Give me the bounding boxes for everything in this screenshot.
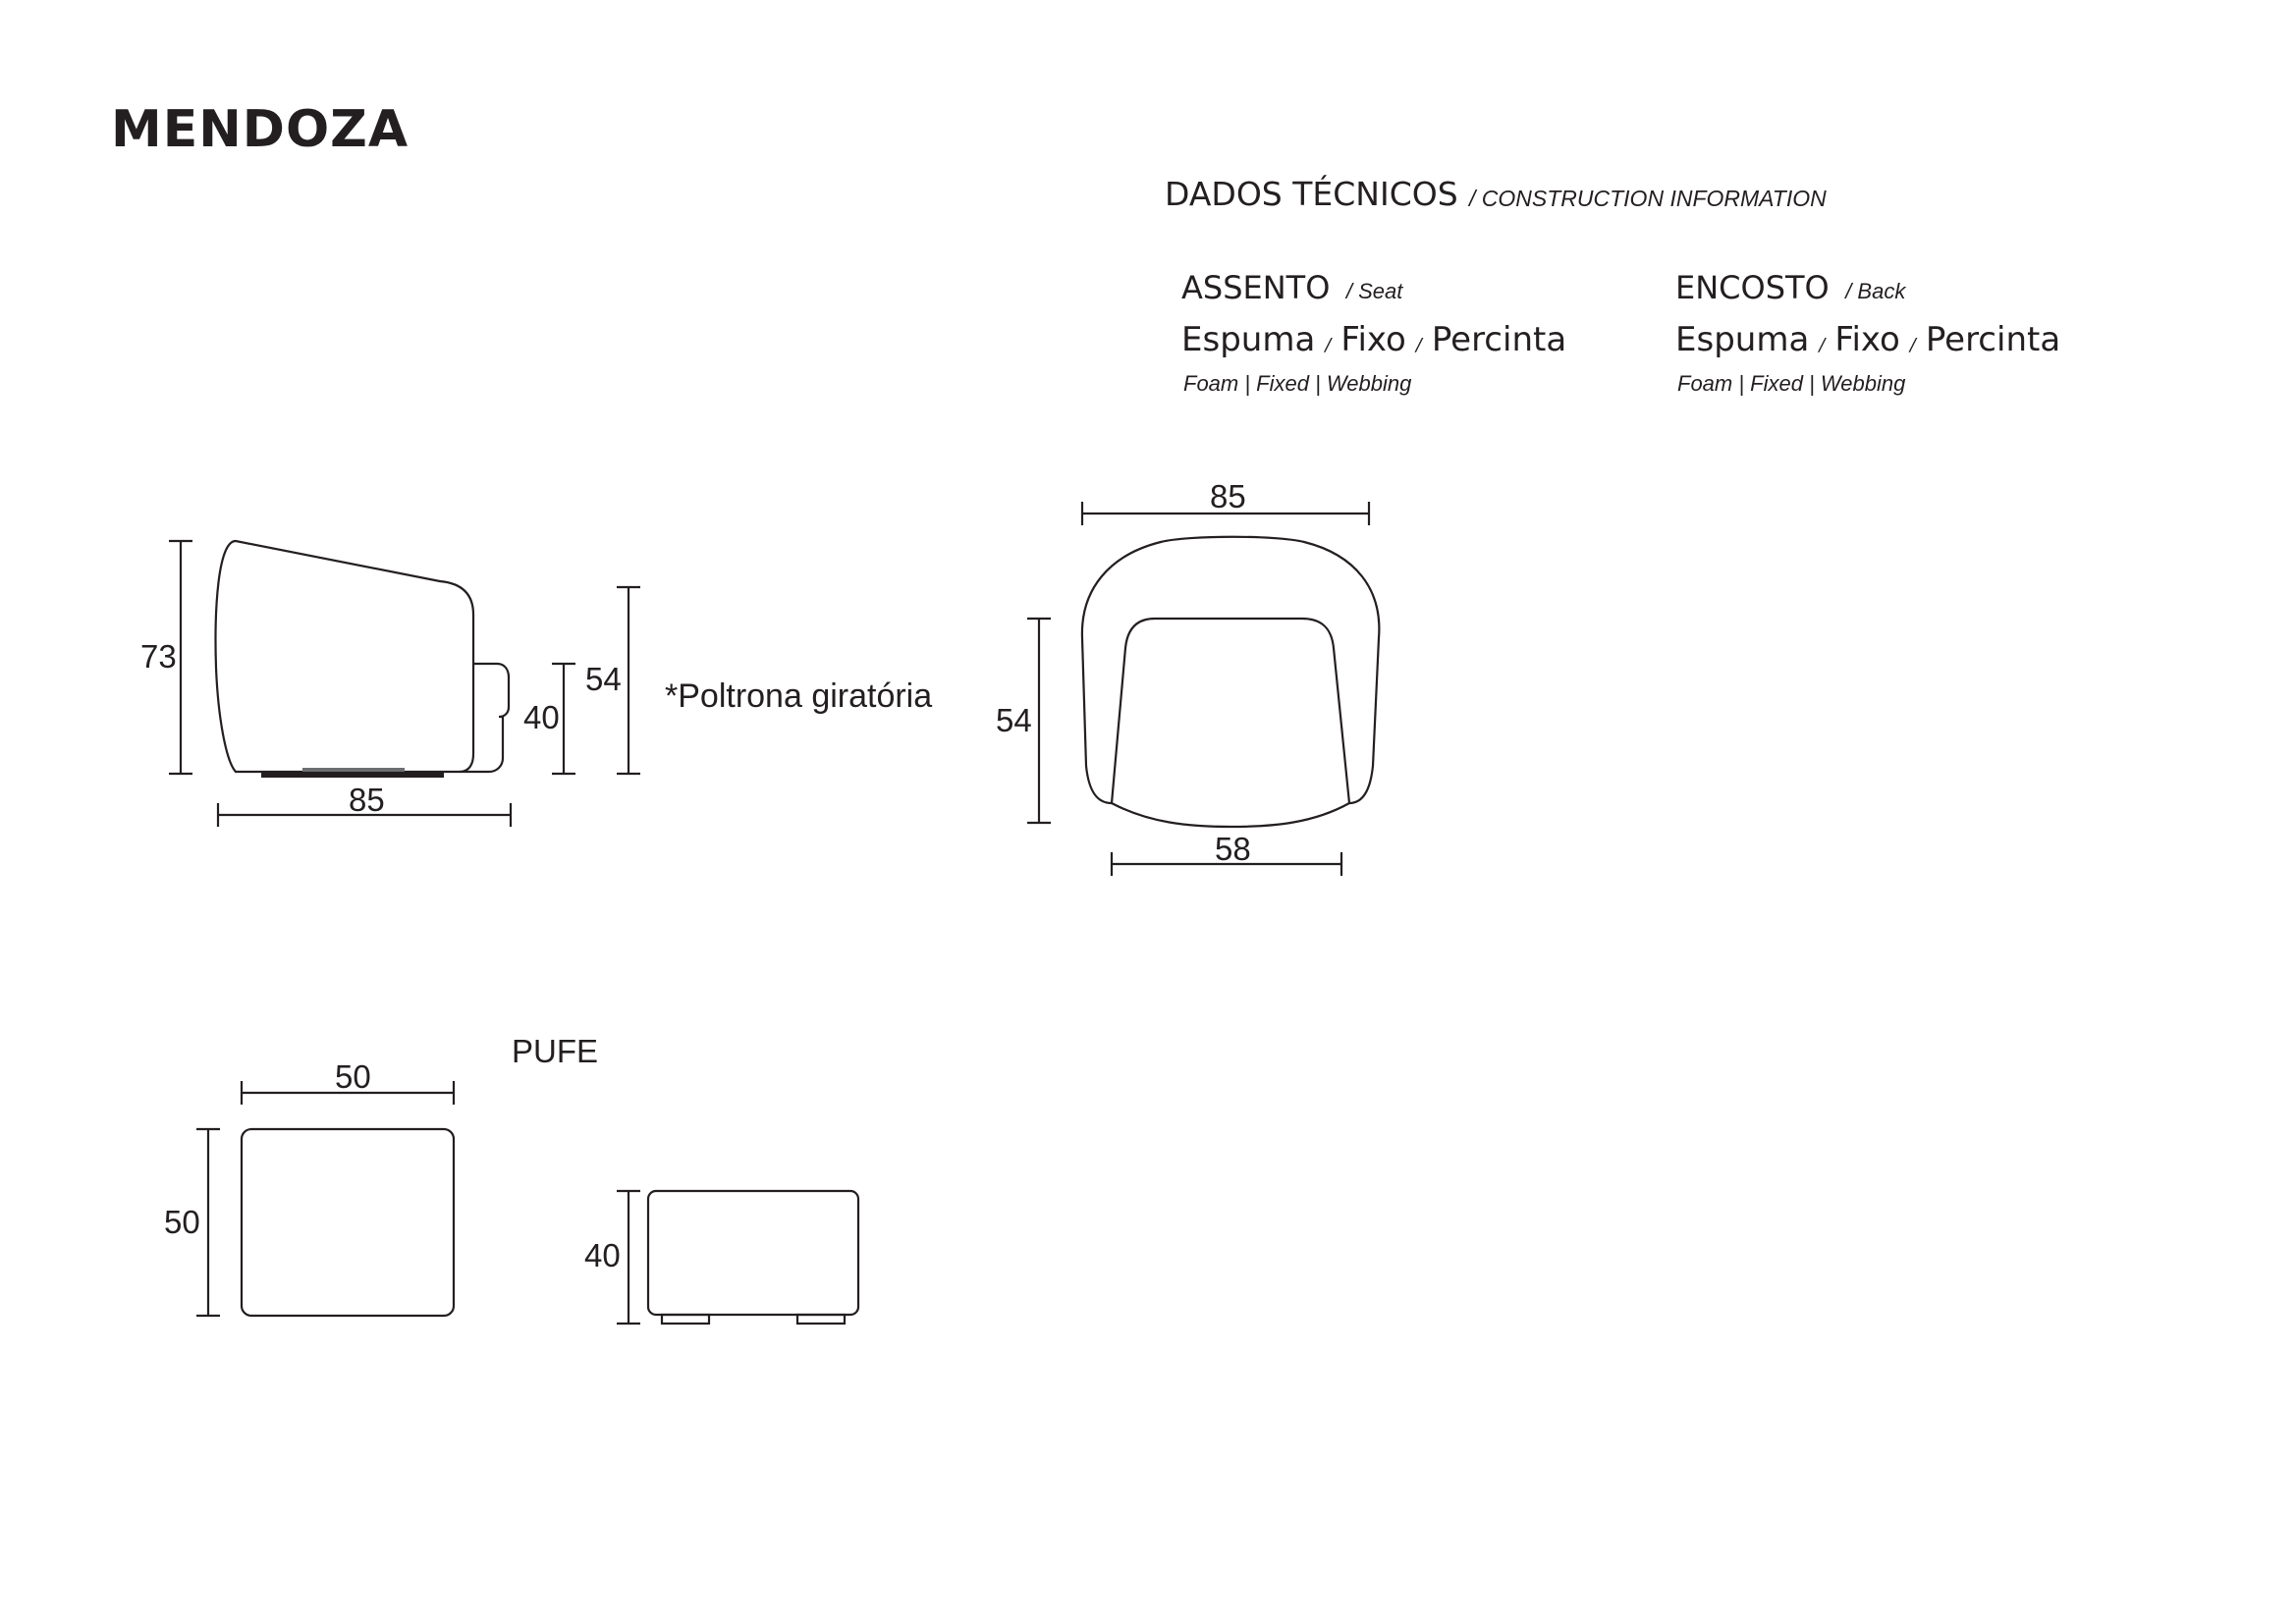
back-items-en: Foam | Fixed | Webbing bbox=[1677, 371, 1906, 396]
seat-separator: / bbox=[1325, 335, 1332, 355]
product-title: MENDOZA bbox=[111, 100, 410, 159]
label-top-width: 85 bbox=[1210, 478, 1246, 514]
label-side-depth: 85 bbox=[349, 782, 385, 818]
swivel-base-plate bbox=[302, 768, 405, 772]
back-item-foam: Espuma bbox=[1675, 320, 1810, 359]
back-item-fixed: Fixo bbox=[1834, 320, 1900, 359]
label-top-inner-width: 58 bbox=[1215, 831, 1251, 867]
pouf-side-view bbox=[648, 1191, 858, 1324]
tech-title: DADOS TÉCNICOS bbox=[1165, 175, 1458, 213]
swivel-note: *Poltrona giratória bbox=[665, 677, 933, 715]
pouf-top-view bbox=[242, 1129, 454, 1316]
pouf-label: PUFE bbox=[512, 1033, 599, 1069]
armchair-side-arm bbox=[460, 664, 509, 772]
armchair-top-seat bbox=[1112, 619, 1349, 827]
label-pouf-width: 50 bbox=[335, 1058, 371, 1095]
pouf-foot-right bbox=[797, 1315, 845, 1324]
pouf-side-body bbox=[648, 1191, 858, 1315]
armchair-side-view bbox=[216, 541, 509, 778]
back-separator: / bbox=[1909, 335, 1916, 355]
seat-items-en: Foam | Fixed | Webbing bbox=[1183, 371, 1412, 396]
label-side-height: 73 bbox=[140, 638, 177, 675]
seat-item-webbing: Percinta bbox=[1431, 320, 1567, 359]
label-arm-height: 54 bbox=[585, 661, 622, 697]
armchair-top-view bbox=[1082, 537, 1379, 827]
back-separator: / bbox=[1819, 335, 1826, 355]
seat-subtitle: / Seat bbox=[1345, 279, 1403, 303]
swivel-base bbox=[261, 772, 444, 778]
seat-item-fixed: Fixo bbox=[1340, 320, 1406, 359]
label-pouf-height: 40 bbox=[584, 1237, 621, 1273]
label-top-depth: 54 bbox=[996, 702, 1032, 738]
back-title: ENCOSTO bbox=[1675, 269, 1830, 306]
seat-item-foam: Espuma bbox=[1181, 320, 1316, 359]
seat-title: ASSENTO bbox=[1181, 269, 1331, 306]
armchair-top-outline bbox=[1082, 537, 1379, 803]
back-subtitle: / Back bbox=[1845, 279, 1906, 303]
armchair-side-outline bbox=[216, 541, 473, 772]
label-pouf-depth: 50 bbox=[164, 1204, 200, 1240]
pouf-foot-left bbox=[662, 1315, 709, 1324]
tech-subtitle: / CONSTRUCTION INFORMATION bbox=[1469, 186, 1827, 211]
back-item-webbing: Percinta bbox=[1925, 320, 2061, 359]
seat-separator: / bbox=[1415, 335, 1422, 355]
label-seat-height: 40 bbox=[523, 699, 560, 735]
